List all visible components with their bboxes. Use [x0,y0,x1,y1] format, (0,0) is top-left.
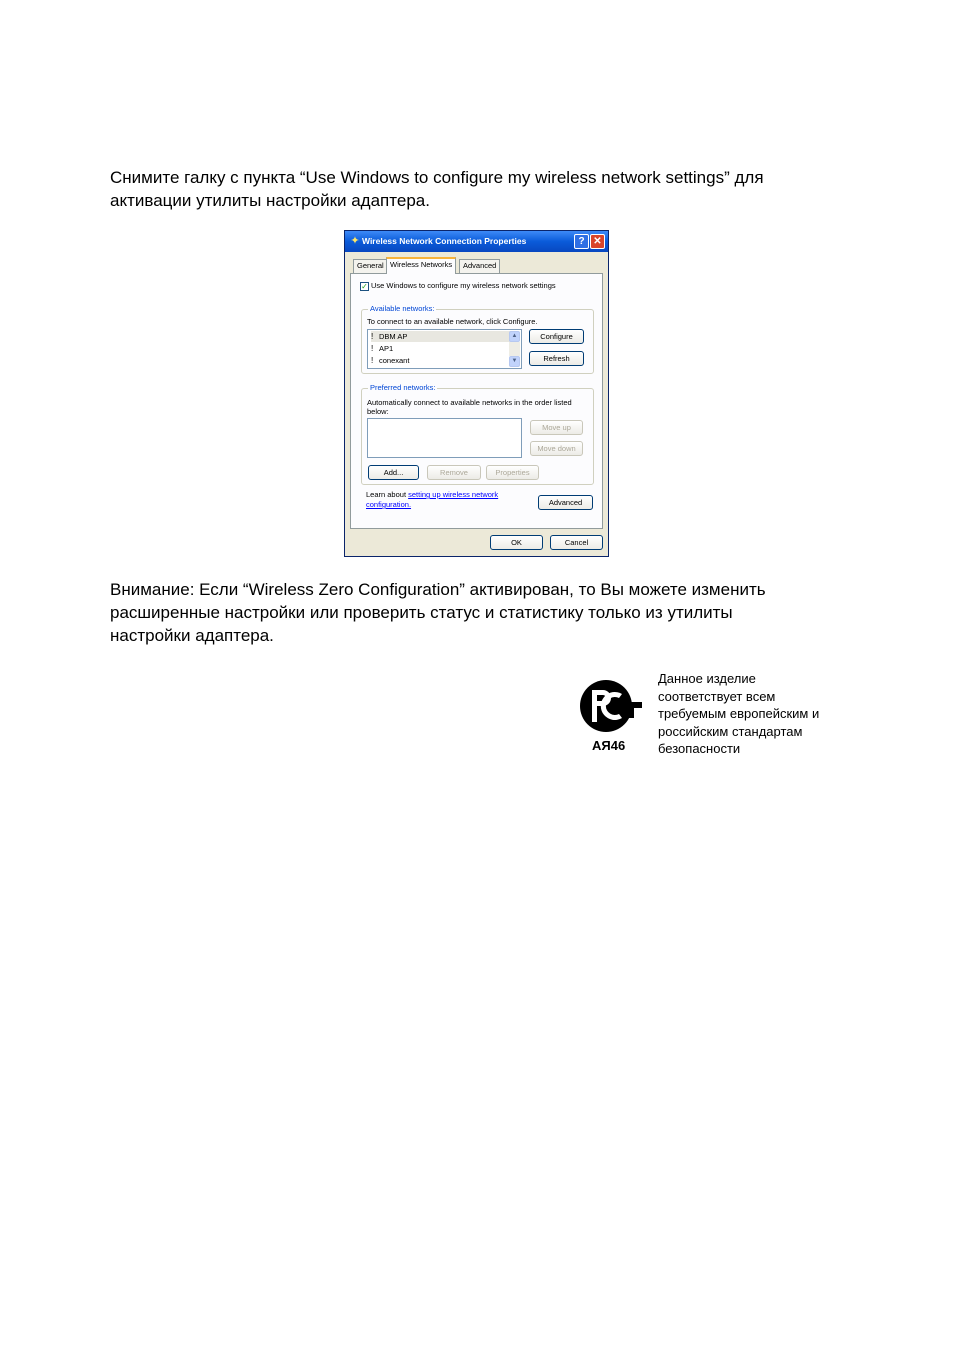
note-paragraph [110,578,850,647]
use-windows-checkbox-row[interactable] [360,281,556,291]
tab-advanced[interactable]: Advanced [459,259,500,273]
preferred-networks-list[interactable] [367,418,522,458]
list-item[interactable] [371,355,409,366]
wireless-antenna-icon: ǃ [371,344,374,353]
available-networks-label: Available networks: [370,304,435,313]
add-button[interactable]: Add... [368,465,419,480]
preferred-networks-description: Automatically connect to available networks in the order listed [367,398,572,407]
scrollbar-track[interactable] [509,342,520,356]
list-item[interactable] [371,343,393,354]
certification-line: требуемым европейским и [658,706,820,721]
intro-line: Снимите галку с пункта “Use Windows to configure my wireless network settings” для [110,168,764,187]
wireless-antenna-icon: ǃ [371,332,374,341]
network-name: DBM AP [379,332,408,341]
network-name: conexant [379,356,410,365]
move-up-button[interactable]: Move up [530,420,583,435]
list-item[interactable] [371,331,511,342]
intro-paragraph [110,166,850,212]
rst-certification-mark-icon [578,676,644,736]
dialog-title: Wireless Network Connection Properties [362,236,527,246]
properties-button[interactable]: Properties [486,465,539,480]
tab-general[interactable]: General [353,259,388,273]
cancel-button[interactable]: Cancel [550,535,603,550]
use-windows-checkbox-label: Use Windows to configure my wireless network settings [371,281,556,290]
available-networks-list[interactable] [367,329,522,369]
tab-wireless-networks[interactable]: Wireless Networks [386,257,456,274]
close-button[interactable]: ✕ [590,234,605,249]
advanced-button[interactable]: Advanced [538,495,593,510]
certification-line: соответствует всем [658,688,776,704]
refresh-button[interactable]: Refresh [529,351,584,366]
use-windows-checkbox[interactable]: ✓ [361,281,368,291]
certification-text [658,670,819,758]
note-line: Внимание: Если “Wireless Zero Configuration” активирован, то Вы можете изменить [110,580,766,599]
dialog-titlebar [345,231,608,252]
scroll-up-button[interactable]: ▲ [509,331,520,342]
preferred-networks-label: Preferred networks: [370,383,436,392]
remove-button[interactable]: Remove [427,465,481,480]
configure-button[interactable]: Configure [529,329,584,344]
note-line: настройки адаптера. [110,626,274,645]
help-button[interactable]: ? [574,234,589,249]
learn-about-text [366,500,411,509]
wireless-antenna-icon: ǃ [371,356,374,365]
learn-about-text [366,490,498,499]
certification-line: безопасности [658,741,741,756]
intro-line: активации утилиты настройки адаптера. [110,191,430,210]
learn-more-link[interactable]: setting up wireless network [408,490,499,499]
wireless-properties-dialog [344,230,609,557]
certification-code: АЯ46 [592,738,626,753]
available-networks-description: To connect to an available network, click Configure. [367,317,538,326]
certification-line: российским стандартам [658,723,803,739]
move-down-button[interactable]: Move down [530,441,583,456]
note-line: расширенные настройки или проверить статус и статистику только из утилиты [110,603,733,622]
ok-button[interactable]: OK [490,535,543,550]
certification-line: Данное изделие [658,671,756,686]
learn-more-link[interactable]: configuration. [366,500,412,509]
scroll-down-button[interactable]: ▼ [509,356,520,367]
network-name: AP1 [379,344,394,353]
preferred-networks-description: below: [367,407,389,416]
network-connection-icon: ✦ [350,235,360,247]
learn-about-prefix: Learn about [366,490,409,499]
